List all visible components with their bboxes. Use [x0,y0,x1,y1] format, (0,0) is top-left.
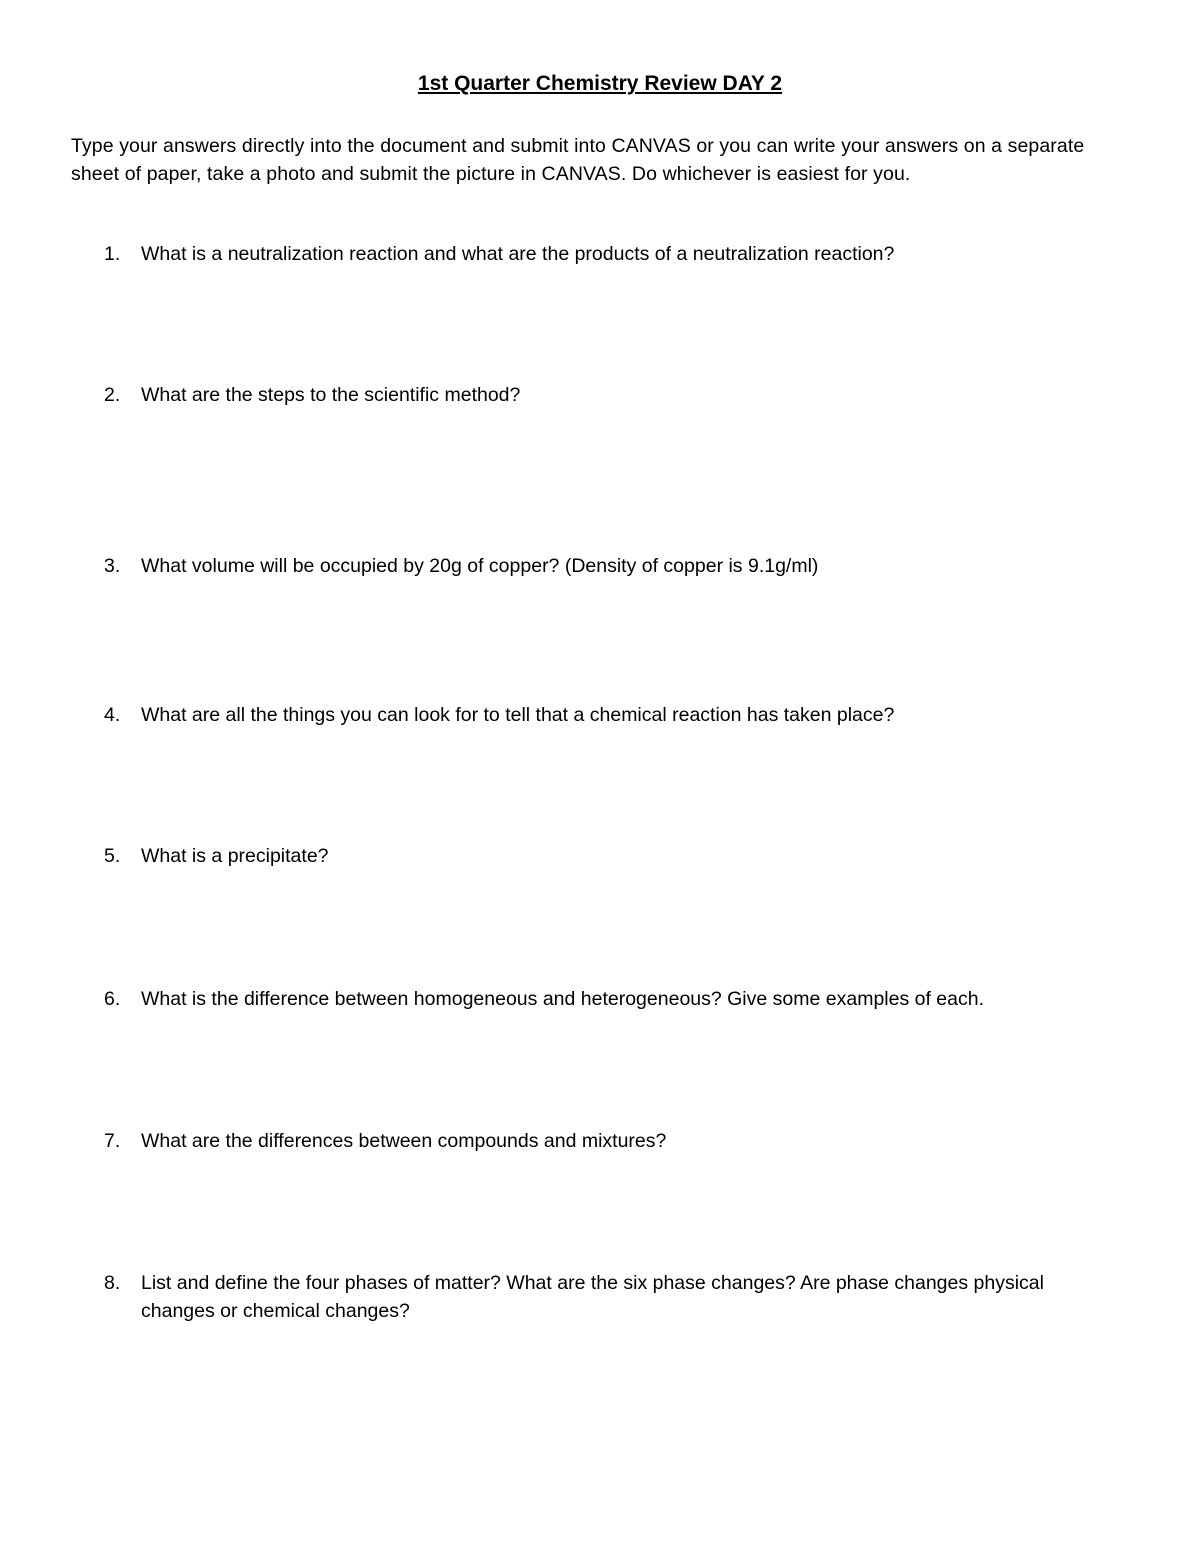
question-text: List and define the four phases of matter? What are the six phase changes? Are phase changes physical changes or chemical changes? [141,1272,1044,1322]
question-number: 3. [104,555,121,577]
question-number: 5. [104,845,121,867]
question-text: What volume will be occupied by 20g of copper? (Density of copper is 9.1g/ml) [141,555,819,577]
question-number: 1. [104,243,121,265]
document-title: 1st Quarter Chemistry Review DAY 2 [417,72,783,95]
question-text: What is a precipitate? [141,845,329,867]
instructions-paragraph: Type your answers directly into the document and submit into CANVAS or you can write your answers on a separate sheet of paper, take a photo and submit the picture in CANVAS. Do whichever is easiest for you. [71,135,1085,185]
question-text: What are the steps to the scientific method? [141,384,521,406]
question-text: What are the differences between compounds and mixtures? [141,1130,667,1152]
question-number: 8. [104,1272,121,1294]
question-number: 7. [104,1130,121,1152]
question-text: What is a neutralization reaction and what are the products of a neutralization reaction? [141,243,895,265]
question-text: What are all the things you can look for to tell that a chemical reaction has taken place? [141,704,895,726]
question-number: 2. [104,384,121,406]
question-number: 4. [104,704,121,726]
question-text: What is the difference between homogeneous and heterogeneous? Give some examples of each. [141,988,985,1010]
question-number: 6. [104,988,121,1010]
